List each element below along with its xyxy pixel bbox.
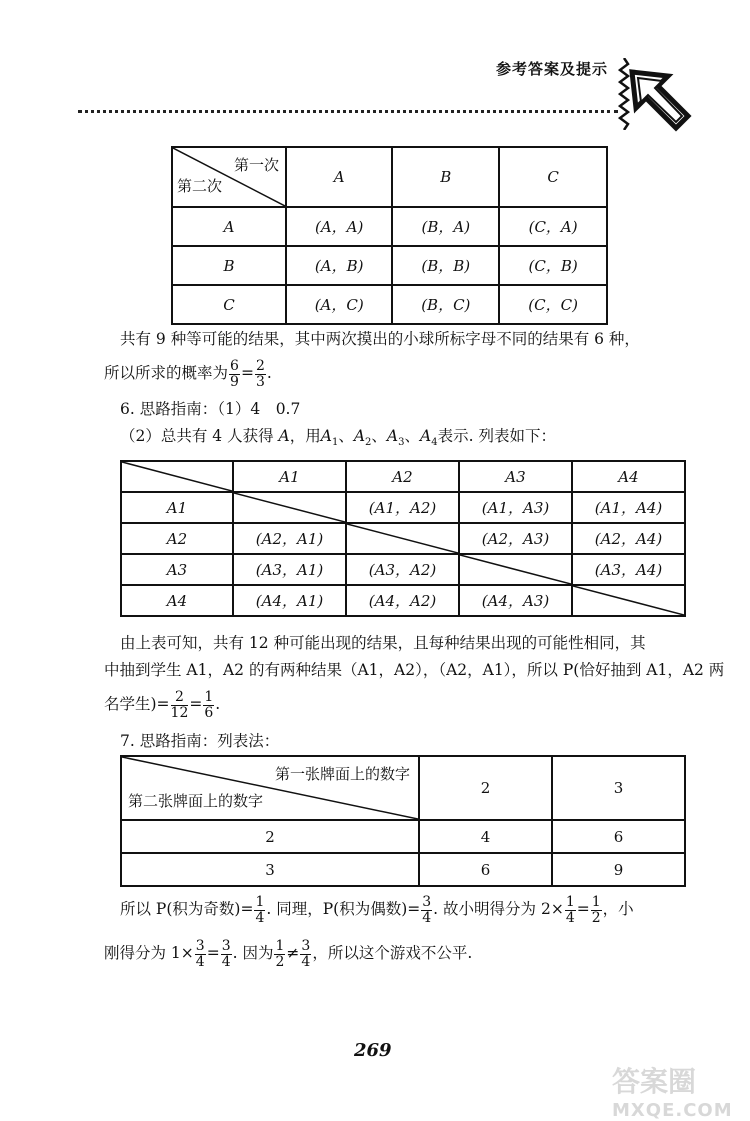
running-header-title: 参考答案及提示 bbox=[496, 60, 609, 78]
q7-title: 7. 思路指南：列表法： bbox=[120, 732, 280, 750]
q6-part2: （2）总共有 4 人获得 A，用$A_1$、$A_2$、$A_3$、$A_4$表示. 列表如下： bbox=[120, 427, 556, 449]
table-cell: (A1，A2) bbox=[346, 492, 459, 523]
analysis-line2: 中抽到学生 A1，A2 的有两种结果（A1，A2），（A2，A1），所以 P(恰好抽到 A1，A2 两 bbox=[104, 661, 725, 679]
col-header: A1 bbox=[233, 461, 346, 492]
page-number: 269 bbox=[354, 1040, 392, 1061]
table-draw-twice bbox=[171, 146, 608, 325]
table-cell: (A，A) bbox=[286, 207, 392, 246]
watermark-url: MXQE.COM bbox=[612, 1100, 733, 1121]
table-cell: 4 bbox=[419, 820, 552, 853]
table-cell: (A4，A1) bbox=[233, 585, 346, 616]
table-cell: (A4，A3) bbox=[459, 585, 572, 616]
table-cell: (C，B) bbox=[499, 246, 607, 285]
col-header: A4 bbox=[572, 461, 685, 492]
table-cell bbox=[346, 523, 459, 554]
table-cell: (C，A) bbox=[499, 207, 607, 246]
table-cell: (A2，A1) bbox=[233, 523, 346, 554]
corner-label-top: 第一张牌面上的数字 bbox=[274, 765, 410, 783]
table-cell: (A3，A1) bbox=[233, 554, 346, 585]
col-header: B bbox=[392, 147, 499, 207]
table-cell: (A3，A2) bbox=[346, 554, 459, 585]
table-cell bbox=[233, 492, 346, 523]
col-header: C bbox=[499, 147, 607, 207]
row-header: A3 bbox=[121, 554, 233, 585]
table-cell bbox=[572, 585, 685, 616]
table-row bbox=[121, 554, 685, 585]
conclusion-line1: 所以 P(积为奇数)= $\frac{1}{4}$ . 同理，P(积为偶数)= $\frac{3}{4}$ . 故小明得分为 2× $\frac{1}{4}$ = $\frac{1}{2}$ ，小 bbox=[120, 893, 634, 926]
table-row bbox=[121, 523, 685, 554]
corner-label-bottom: 第二张牌面上的数字 bbox=[128, 792, 264, 810]
table-cell: (A，C) bbox=[286, 285, 392, 324]
table-corner-cell bbox=[121, 756, 419, 820]
table-cell: (A2，A4) bbox=[572, 523, 685, 554]
table-row bbox=[121, 820, 685, 853]
table-row bbox=[121, 492, 685, 523]
table-row bbox=[121, 853, 685, 886]
table-cell: 6 bbox=[552, 820, 685, 853]
table-cell bbox=[459, 554, 572, 585]
table-cell: 6 bbox=[419, 853, 552, 886]
result-text-line1: 共有 9 种等可能的结果，其中两次摸出的小球所标字母不同的结果有 6 种， bbox=[120, 330, 640, 348]
table-cell: (A3，A4) bbox=[572, 554, 685, 585]
table-cell: (A，B) bbox=[286, 246, 392, 285]
table-cell: (A4，A2) bbox=[346, 585, 459, 616]
row-header: 3 bbox=[121, 853, 419, 886]
row-header: A1 bbox=[121, 492, 233, 523]
table-corner-cell bbox=[121, 461, 233, 492]
table-corner-cell bbox=[172, 147, 286, 207]
table-cell: (B，C) bbox=[392, 285, 499, 324]
corner-label-top: 第一次 bbox=[233, 156, 279, 174]
table-selected-students bbox=[120, 460, 686, 617]
q6-title: 6. 思路指南：（1）4 0.7 bbox=[120, 400, 301, 418]
col-header: A3 bbox=[459, 461, 572, 492]
table-cell: (A1，A4) bbox=[572, 492, 685, 523]
table-row bbox=[121, 585, 685, 616]
table-row bbox=[172, 246, 607, 285]
table-card-products bbox=[120, 755, 686, 887]
analysis-line1: 由上表可知，共有 12 种可能出现的结果，且每种结果出现的可能性相同，其 bbox=[120, 634, 646, 652]
table-cell: (C，C) bbox=[499, 285, 607, 324]
table-cell: (A1，A3) bbox=[459, 492, 572, 523]
header-dotted-rule bbox=[78, 110, 618, 113]
row-header: A2 bbox=[121, 523, 233, 554]
arrow-cursor-icon bbox=[628, 68, 692, 134]
col-header: 2 bbox=[419, 756, 552, 820]
result-text-line2: 所以所求的概率为 $\frac{6}{9}$ = $\frac{2}{3}$ . bbox=[104, 357, 272, 390]
table-cell: 9 bbox=[552, 853, 685, 886]
table-row bbox=[172, 207, 607, 246]
col-header: 3 bbox=[552, 756, 685, 820]
conclusion-line2: 刚得分为 1× $\frac{3}{4}$ = $\frac{3}{4}$ . 因为 $\frac{1}{2}$ ≠ $\frac{3}{4}$ ，所以这个游戏不公平. bbox=[104, 937, 473, 970]
col-header: A bbox=[286, 147, 392, 207]
row-header: A4 bbox=[121, 585, 233, 616]
corner-label-bottom: 第二次 bbox=[177, 177, 223, 195]
table-row bbox=[172, 285, 607, 324]
watermark-logo bbox=[612, 1060, 733, 1121]
table-cell: (A2，A3) bbox=[459, 523, 572, 554]
table-cell: (B，B) bbox=[392, 246, 499, 285]
watermark-text: 答案圈 bbox=[612, 1065, 697, 1098]
analysis-line3: 名学生)= $\frac{2}{12}$ = $\frac{1}{6}$ . bbox=[104, 688, 221, 721]
row-header: A bbox=[172, 207, 286, 246]
col-header: A2 bbox=[346, 461, 459, 492]
table-cell: (B，A) bbox=[392, 207, 499, 246]
row-header: B bbox=[172, 246, 286, 285]
row-header: C bbox=[172, 285, 286, 324]
row-header: 2 bbox=[121, 820, 419, 853]
